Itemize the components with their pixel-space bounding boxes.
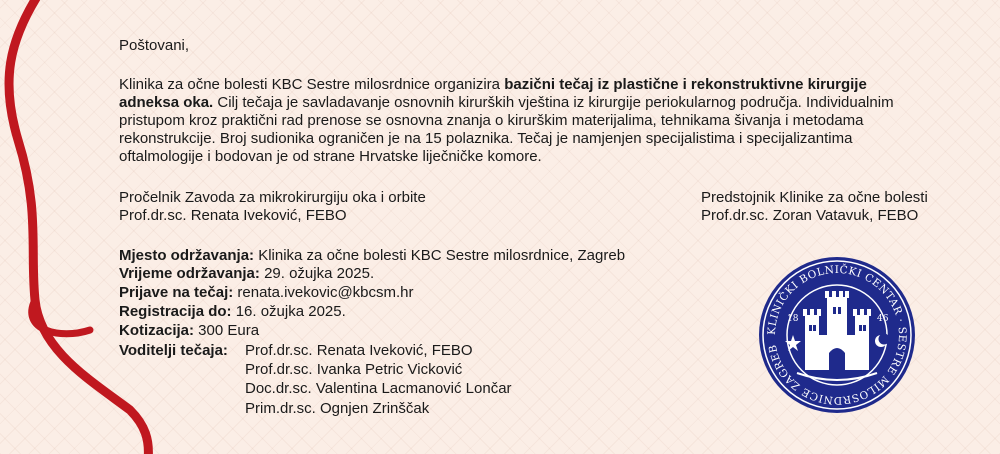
intro-line-3: pristupom kroz praktični rad prenose se osnovna znanja o kirurškim materijalima, tehnikama šivanja i metodama <box>119 112 864 129</box>
detail-fee: Kotizacija: 300 Eura <box>119 322 260 339</box>
leader-2: Prof.dr.sc. Ivanka Petric Vicković <box>245 361 463 378</box>
svg-text:18: 18 <box>787 314 799 324</box>
leader-4: Prim.dr.sc. Ognjen Zrinščak <box>245 400 430 417</box>
intro-line-2: adneksa oka. Cilj tečaja je savladavanje osnovnih kirurških vještina iz kirurgije periokularnog područja. Individualnim <box>119 94 894 111</box>
intro-line-4: rekonstrukcije. Broj sudionika ograničen je na 15 polaznika. Tečaj je namjenjen specijalistima i specijalizantima <box>119 130 853 147</box>
intro-line-1: Klinika za očne bolesti KBC Sestre milosrdnice organizira bazični tečaj iz plastične i rekonstruktivne kirurgije <box>119 76 867 93</box>
detail-apply: Prijave na tečaj: renata.ivekovic@kbcsm.hr <box>119 284 414 301</box>
signature-left-title: Pročelnik Zavoda za mikrokirurgiju oka i orbite <box>119 189 426 206</box>
signature-right-title: Predstojnik Klinike za očne bolesti <box>701 189 928 206</box>
leader-3: Doc.dr.sc. Valentina Lacmanović Lončar <box>245 380 512 397</box>
detail-leaders-label: Voditelji tečaja: <box>119 342 228 359</box>
leader-1: Prof.dr.sc. Renata Iveković, FEBO <box>245 342 473 359</box>
hospital-seal-logo <box>757 255 917 415</box>
detail-location: Mjesto održavanja: Klinika za očne bolesti KBC Sestre milosrdnice, Zagreb <box>119 247 626 264</box>
red-ribbon-decoration <box>0 0 170 454</box>
detail-registration: Registracija do: 16. ožujka 2025. <box>119 303 346 320</box>
svg-text:KLINIČKI BOLNIČKI CENTAR · SES: KLINIČKI BOLNIČKI CENTAR · SESTRE MILOSRDNICE ZAGREB <box>765 263 909 407</box>
svg-text:46: 46 <box>877 314 889 324</box>
greeting: Poštovani, <box>119 37 190 54</box>
signature-right-name: Prof.dr.sc. Zoran Vatavuk, FEBO <box>701 207 919 224</box>
signature-left-name: Prof.dr.sc. Renata Iveković, FEBO <box>119 207 347 224</box>
intro-line-5: oftalmologije i bodovan je od strane Hrvatske liječničke komore. <box>119 148 542 165</box>
detail-time: Vrijeme održavanja: 29. ožujka 2025. <box>119 265 375 282</box>
